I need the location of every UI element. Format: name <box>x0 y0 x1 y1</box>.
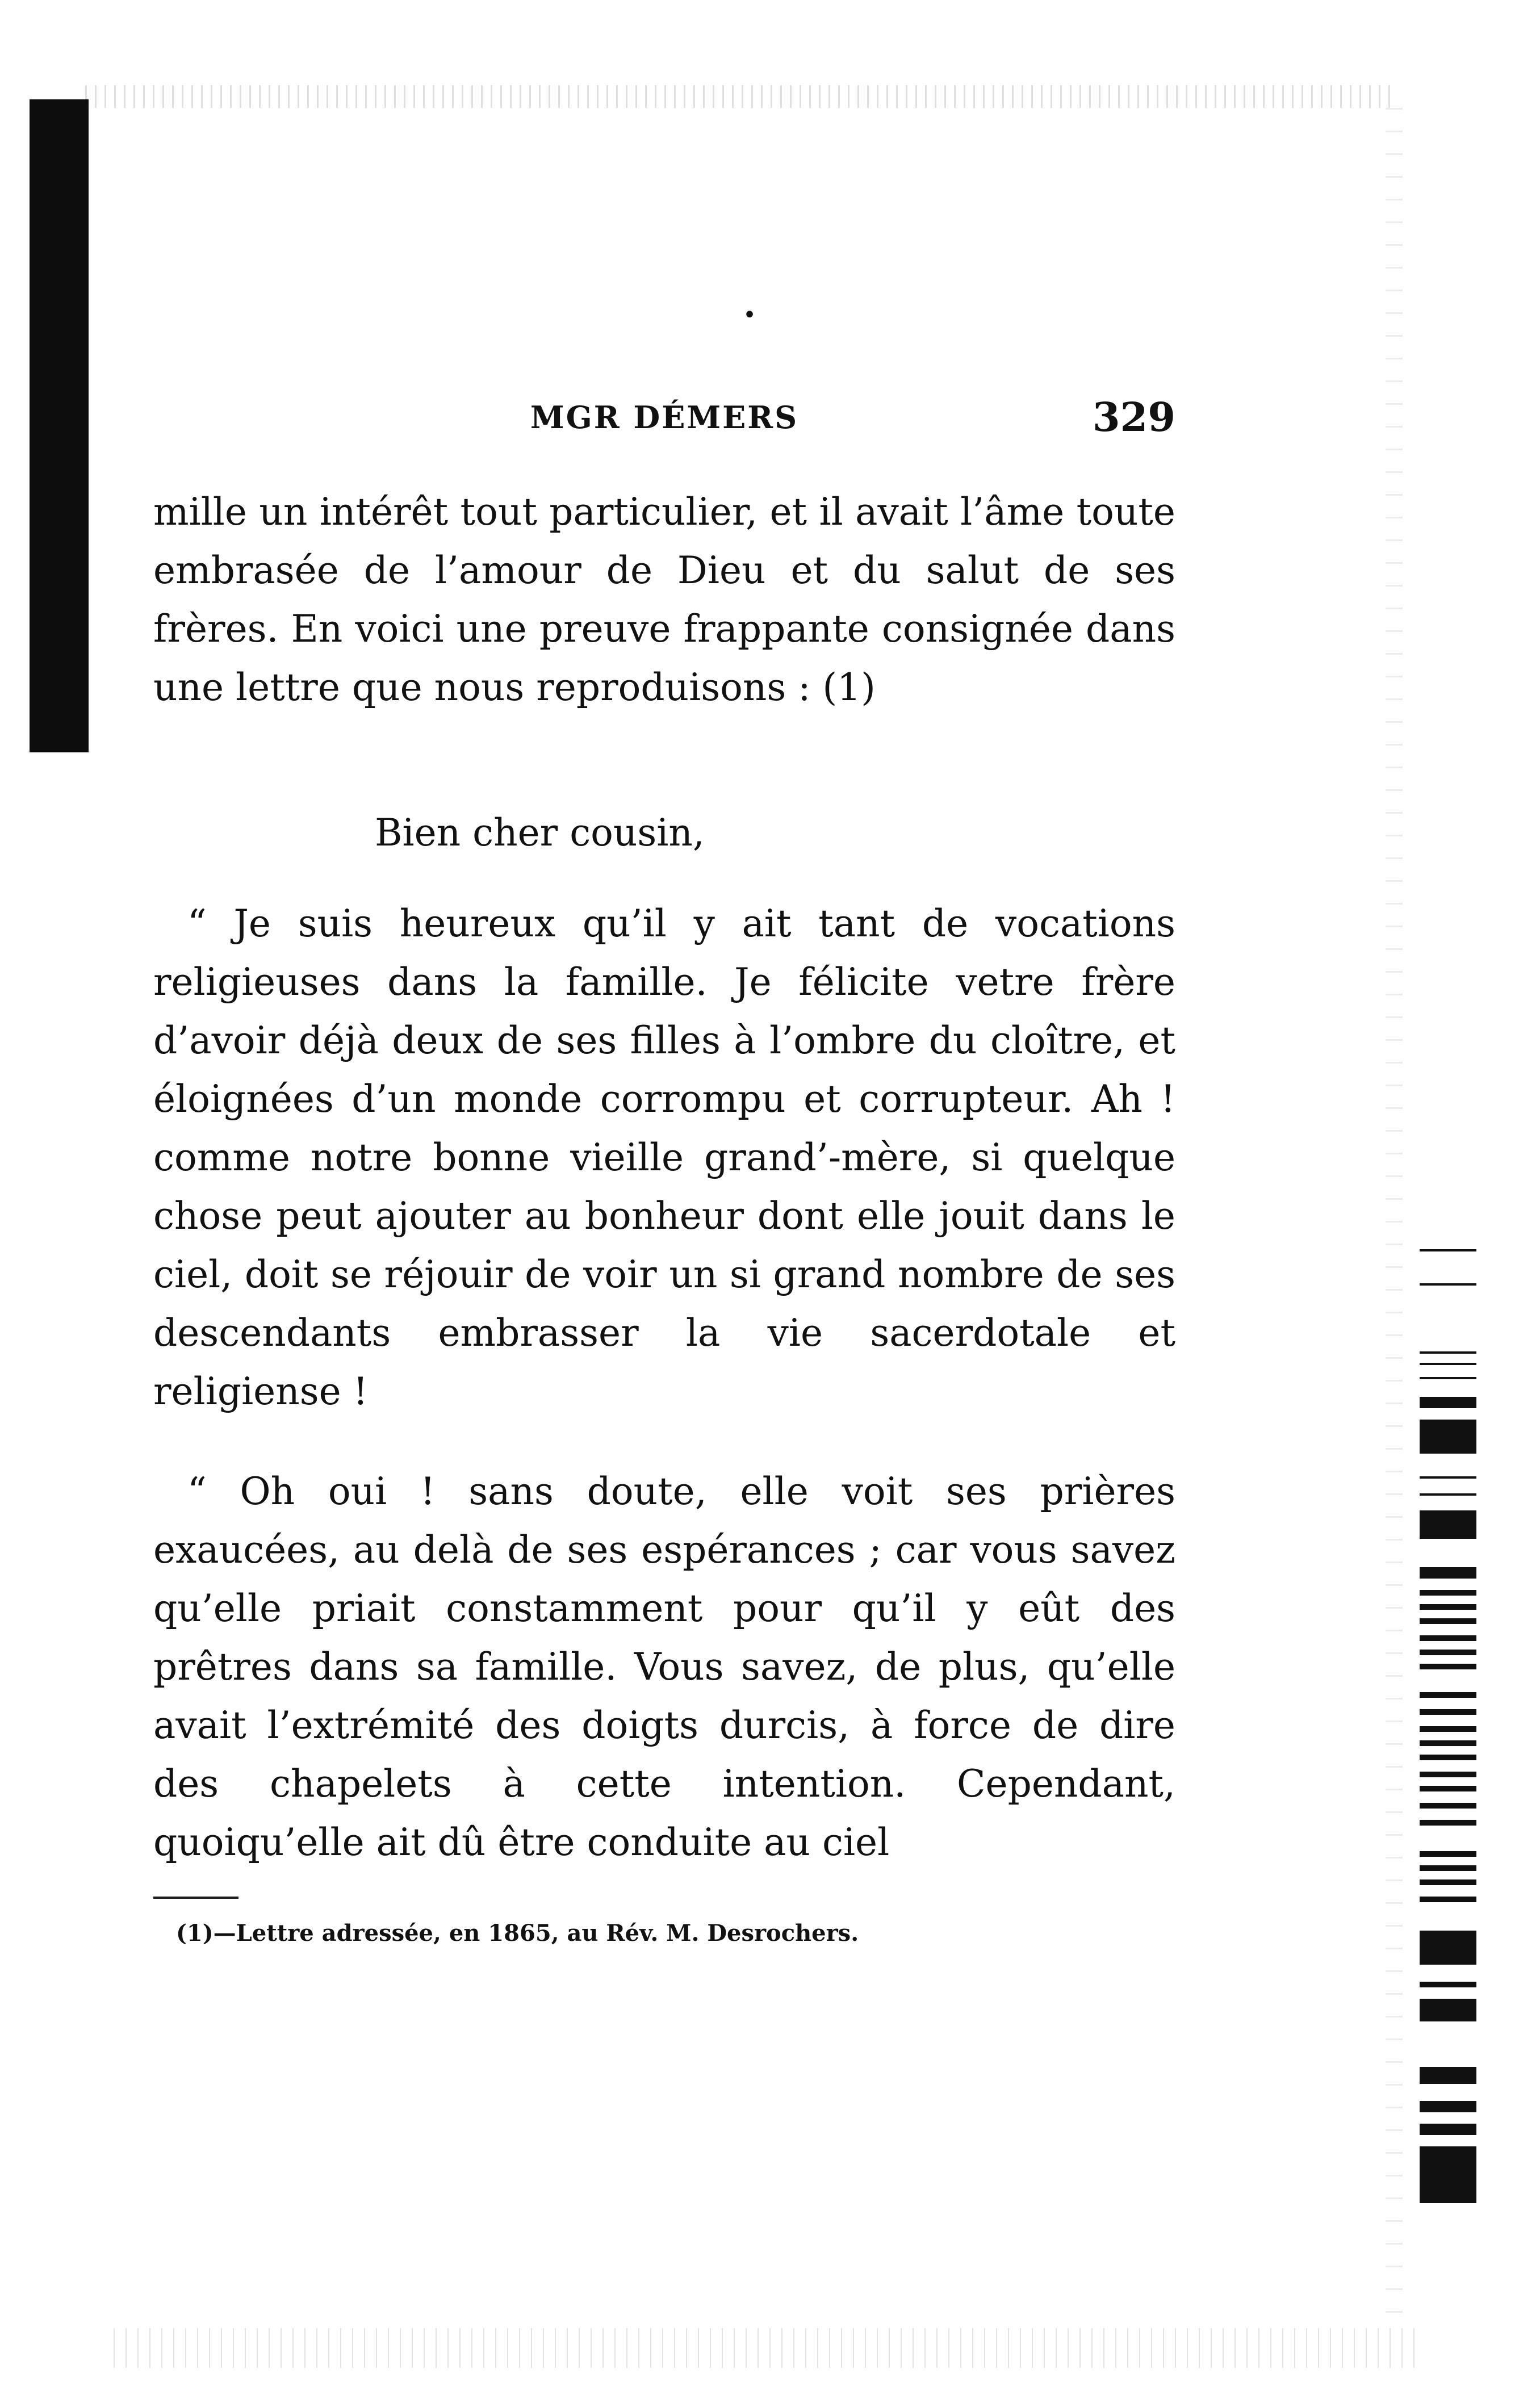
paragraph-letter-2 <box>153 1462 1175 1872</box>
scan-noise-top <box>85 85 1391 108</box>
paragraph-letter-1 <box>153 894 1175 1421</box>
page-number: 329 <box>1092 394 1175 441</box>
running-header <box>153 392 1175 443</box>
ornament-mark: • <box>743 302 756 328</box>
paragraph-letter-1-text: “ Je suis heureux qu’il y ait tant de vocations religieuses dans la famille. Je félicite vetre frère d’avoir déjà deux de ses filles à l’ombre du cloître, et éloignées d’un monde corrompu et corrupteur. Ah ! comme notre bonne vieille grand’-mère, si quelque chose peut ajouter au bonheur dont elle jouit dans le ciel, doit se réjouir de voir un si grand nombre de ses descendants embrasser la vie sacerdotale et religiense ! <box>153 902 1175 1413</box>
paragraph-intro <box>153 483 1175 717</box>
paragraph-intro-text: mille un intérêt tout particulier, et il avait l’âme toute embrasée de l’amour de Dieu et du salut de ses frères. En voici une preuve frappante consignée dans une lettre que nous reproduisons : (1) <box>153 490 1175 709</box>
running-title: MGR DÉMERS <box>530 399 799 436</box>
paragraph-letter-2-text: “ Oh oui ! sans doute, elle voit ses prières exaucées, au delà de ses espérances ; car vous savez qu’elle priait constamment pour qu’il y eût des prêtres dans sa famille. Vous savez, de plus, qu’elle avait l’extrémité des doigts durcis, à force de dire des chapelets à cette intention. Cependant, quoiqu’elle ait dû être conduite au ciel <box>153 1470 1175 1864</box>
footnote: (1)—Lettre adressée, en 1865, au Rév. M. Desrochers. <box>176 1920 859 1946</box>
scan-noise-bottom <box>114 2328 1420 2368</box>
scan-edge-shadow <box>30 99 89 752</box>
footnote-rule <box>153 1897 238 1899</box>
scan-noise-right <box>1386 108 1403 2322</box>
scan-calibration-strip <box>1420 1249 1482 2215</box>
letter-salutation: Bien cher cousin, <box>375 811 705 855</box>
